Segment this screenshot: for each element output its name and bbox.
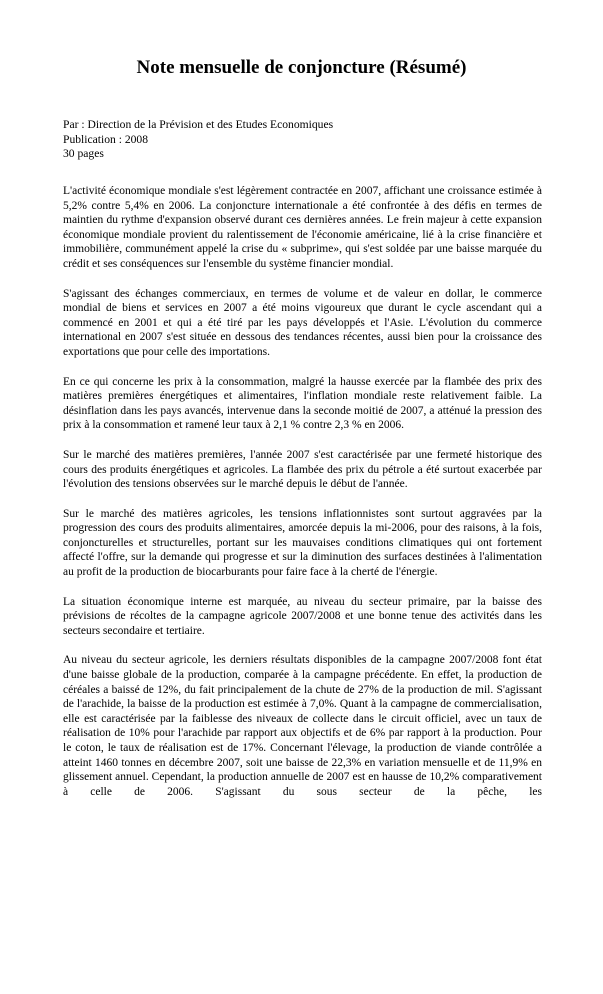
paragraph-consumer-prices: En ce qui concerne les prix à la consommation, malgré la hausse exercée par la flambée des prix des matières premières énergétiques et alimentaires, l'inflation mondiale reste relativement faible. La désinflation dans les pays avancés, intervenue dans la seconde moitié de 2007, a atténué la pression des prix à la consommation et ramené leur taux à 2,1 % contre 2,3 % en 2006. xyxy=(63,375,542,432)
meta-pages: 30 pages xyxy=(63,147,104,161)
document-title: Note mensuelle de conjoncture (Résumé) xyxy=(136,57,467,78)
meta-author: Par : Direction de la Prévision et des Etudes Economiques xyxy=(63,118,334,131)
paragraph-world-activity: L'activité économique mondiale s'est légèrement contractée en 2007, affichant une croissance estimée à 5,2% contre 5,4% en 2006. La conjoncture internationale a été confrontée à des défis en termes de maintien du rythme d'expansion observé durant ces dernières années. Le frein majeur à cette expansion économique mondiale provient du ralentissement de l'économie américaine, lié à la crise financière et immobilière, communément appelé la crise du « subprime», qui s'est soldée par une baisse marquée du crédit et ses conséquences sur l'ensemble du système financier mondial. xyxy=(63,185,542,270)
document-meta xyxy=(63,118,543,162)
meta-publication: Publication : 2008 xyxy=(63,132,149,146)
paragraph-commodities: Sur le marché des matières premières, l'année 2007 s'est caractérisée par une fermeté historique des cours des produits énergétiques et agricoles. La flambée des prix du pétrole a été surtout exacerbée par l'évolution des tensions observées sur le marché depuis le début de l'année. xyxy=(63,448,542,491)
paragraph-agricultural-sector: Au niveau du secteur agricole, les derniers résultats disponibles de la campagne 2007/2008 font état d'une baisse globale de la production, comparée à la campagne précédente. En effet, la production de céréales a baissé de 12%, du fait principalement de la chute de 27% de la production de mil. S'agissant de l'arachide, la baisse de la production est estimée à 7,0%. Quant à la campagne de commercialisation, elle est caractérisée par la faiblesse des niveaux de collecte dans le circuit officiel, avec un taux de réalisation de 10% pour l'arachide par rapport aux objectifs et de 6% par rapport à la production. Pour le coton, le taux de réalisation est de 17%. Concernant l'élevage, la production de viande contrôlée a atteint 1460 tonnes en décembre 2007, soit une baisse de 22,3% en variation mensuelle et de 11,9% en glissement annuel. Cependant, la production annuelle de 2007 est en hausse de 10,2% comparativement à celle de 2006. S'agissant du sous secteur de la pêche, les xyxy=(63,654,542,798)
paragraph-domestic-situation: La situation économique interne est marquée, au niveau du secteur primaire, par la baisse des prévisions de récoltes de la campagne agricole 2007/2008 et une bonne tenue des activités dans les secteurs secondaire et tertiaire. xyxy=(63,595,542,637)
document-body xyxy=(63,184,542,799)
paragraph-trade: S'agissant des échanges commerciaux, en termes de volume et de valeur en dollar, le commerce mondial de biens et services en 2007 a été moins vigoureux que durant le cycle ascendant qui a commencé en 2001 et qui a été tiré par les pays développés et l'Asie. L'évolution du commerce international en 2007 s'est située en dessous des tendances récentes, aussi bien pour la croissance des exportations que pour celle des importations. xyxy=(63,287,542,358)
paragraph-agricultural-markets: Sur le marché des matières agricoles, les tensions inflationnistes sont surtout aggravées par la progression des cours des produits alimentaires, amorcée depuis la mi-2006, pour des raisons, à la fois, conjoncturelles et structurelles, portant sur les mauvaises conditions climatiques qui ont fortement affecté l'offre, sur la demande qui progresse et sur la diminution des surfaces destinées à l'alimentation au profit de la production de biocarburants pour faire face à la cherté de l'énergie. xyxy=(63,507,542,579)
